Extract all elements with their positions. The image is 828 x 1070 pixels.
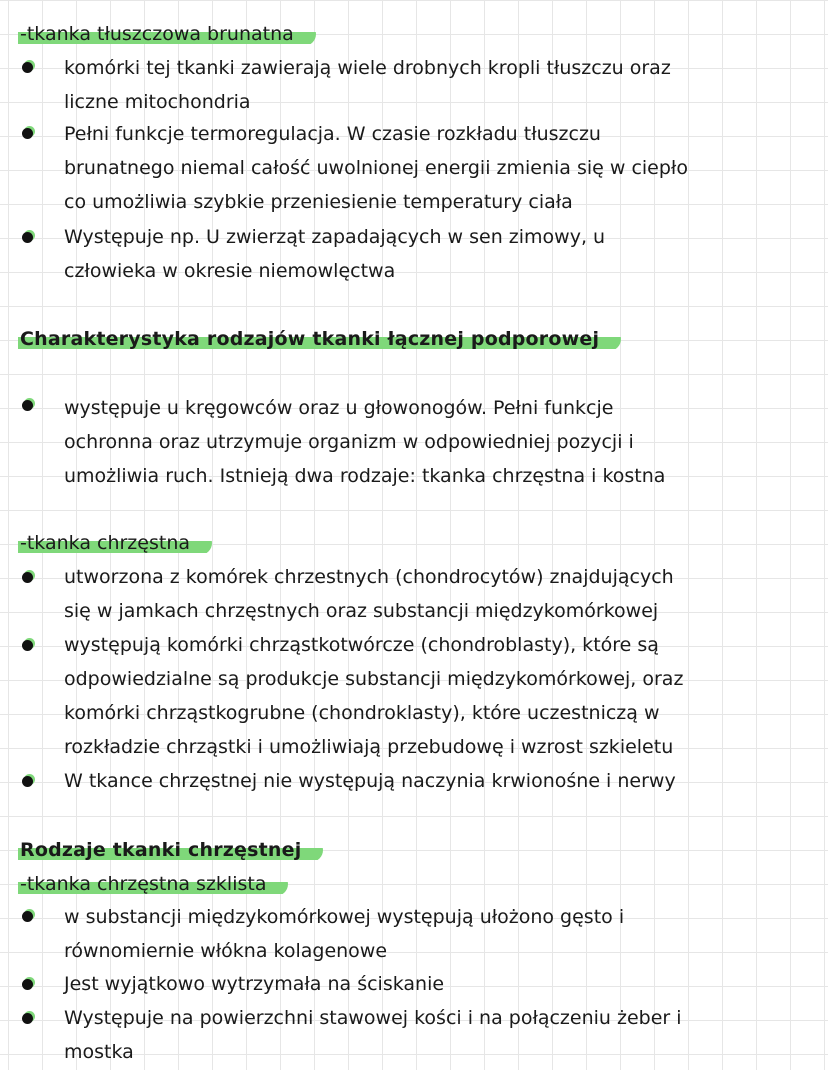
bullet-icon (22, 1013, 33, 1024)
list-item: w substancji międzykomórkowej występują ułożono gęsto i równomiernie włókna kolagenowe (64, 906, 625, 962)
list-item: występują komórki chrząstkotwórcze (chondroblasty), które są odpowiedzialne są produkcje substancji międzykomórkowej, oraz komórki chrząstkogrubne (chondroklasty), które uczestniczą w rozkładzie chrząstki i umożliwiają przebudowę i wzrost szkieletu (64, 634, 684, 758)
heading-highlight: -tkanka tłuszczowa brunatna (18, 22, 316, 46)
heading-highlight: -tkanka chrzęstna (18, 531, 212, 555)
heading-highlight: Rodzaje tkanki chrzęstnej (18, 838, 323, 862)
list-item: komórki tej tkanki zawierają wiele drobnych kropli tłuszczu oraz liczne mitochondria (64, 57, 671, 113)
bullet-icon (22, 776, 33, 787)
bullet-icon (22, 62, 33, 73)
list-item: Pełni funkcje termoregulacja. W czasie rozkładu tłuszczu brunatnego niemal całość uwolnionej energii zmienia się w ciepło co umożliwia szybkie przeniesienie temperatury ciała (64, 123, 688, 213)
bullet-icon (22, 572, 33, 583)
heading-support-tissue (18, 327, 621, 351)
list-item: utworzona z komórek chrzestnych (chondrocytów) znajdujących się w jamkach chrzęstnych oraz substancji międzykomórkowej (64, 566, 674, 622)
bullet-icon (22, 128, 33, 139)
heading-hyaline-cartilage (18, 872, 288, 896)
bullet-icon (22, 979, 33, 990)
bullet-icon (22, 911, 33, 922)
heading-highlight: Charakterystyka rodzajów tkanki łącznej podporowej (18, 327, 621, 351)
bullet-icon (22, 232, 33, 243)
bullet-icon (22, 400, 33, 411)
heading-cartilage-types (18, 838, 323, 862)
list-item: Występuje np. U zwierząt zapadających w sen zimowy, u człowieka w okresie niemowlęctwa (64, 226, 606, 282)
list-item: Jest wyjątkowo wytrzymała na ściskanie (64, 973, 445, 995)
heading-cartilage (18, 531, 212, 555)
heading-highlight: -tkanka chrzęstna szklista (18, 872, 288, 896)
list-item: Występuje na powierzchni stawowej kości i na połączeniu żeber i mostka (64, 1007, 682, 1063)
list-item: występuje u kręgowców oraz u głowonogów. Pełni funkcje ochronna oraz utrzymuje organizm w odpowiedniej pozycji i umożliwia ruch. Istnieją dwa rodzaje: tkanka chrzęstna i kostna (64, 397, 666, 487)
heading-brown-fat (18, 22, 316, 46)
bullet-icon (22, 640, 33, 651)
list-item: W tkance chrzęstnej nie występują naczynia krwionośne i nerwy (64, 770, 676, 792)
